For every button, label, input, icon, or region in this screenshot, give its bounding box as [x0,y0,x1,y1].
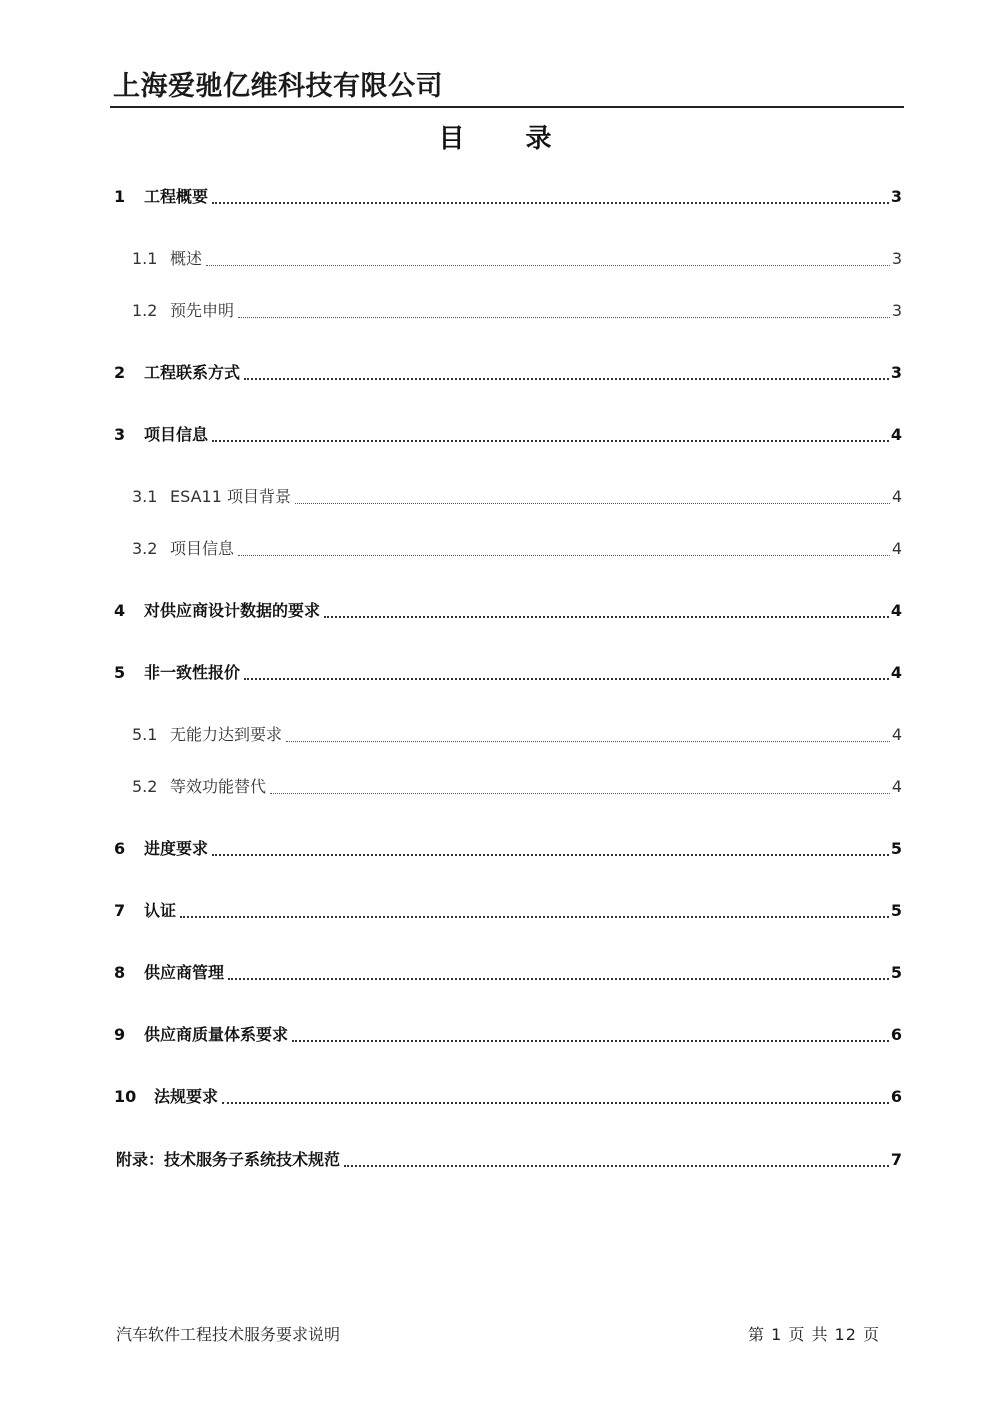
toc-entry-3[interactable] [114,421,902,449]
toc-entry-page: 3 [890,363,902,382]
toc-entry-number: 4 [114,601,126,620]
toc-entry-page: 4 [891,539,902,558]
toc-entry-number: 2 [114,363,126,382]
toc-entry-number: 5 [114,663,126,682]
toc-leader [212,854,889,856]
toc-leader [222,1102,889,1104]
toc-entry-1-1[interactable] [132,245,902,273]
toc-leader [228,978,889,980]
toc-entry-page: 3 [891,249,902,268]
toc-entry-page: 7 [890,1150,902,1169]
toc-entry-number: 8 [114,963,126,982]
toc-entry-5[interactable] [114,659,902,687]
toc-entry-number: 1.1 [132,249,158,268]
toc-entry-number: 10 [114,1087,137,1106]
toc-leader [238,555,890,556]
toc-leader [324,616,889,618]
toc-leader [270,793,890,794]
toc-entry-appendix[interactable] [116,1146,902,1174]
toc-entry-number: 5.1 [132,725,158,744]
toc-entry-title: 工程概要 [144,187,209,206]
toc-leader [238,317,890,318]
toc-entry-title: 供应商管理 [144,963,225,982]
toc-entry-10[interactable] [114,1083,902,1111]
toc-entry-title: ESA11 项目背景 [170,487,291,506]
header-rule [110,106,904,108]
toc-entry-1-2[interactable] [132,297,902,325]
toc-entry-page: 4 [891,487,902,506]
toc-entry-6[interactable] [114,835,902,863]
toc-entry-page: 6 [890,1025,902,1044]
toc-leader [244,378,889,380]
toc-entry-number: 1 [114,187,126,206]
toc-leader [244,678,889,680]
toc-entry-3-2[interactable] [132,535,902,563]
toc-entry-page: 4 [890,663,902,682]
toc-entry-page: 4 [890,601,902,620]
toc-entry-5-2[interactable] [132,773,902,801]
toc-entry-title: 附录：技术服务子系统技术规范 [116,1150,341,1169]
toc-entry-page: 3 [891,301,902,320]
toc-entry-number: 3.1 [132,487,158,506]
toc-entry-number: 7 [114,901,126,920]
toc-entry-title: 进度要求 [144,839,209,858]
toc-entry-page: 3 [890,187,902,206]
toc-entry-2[interactable] [114,359,902,387]
toc-entry-9[interactable] [114,1021,902,1049]
toc-leader [292,1040,889,1042]
toc-entry-number: 3.2 [132,539,158,558]
toc-entry-page: 5 [890,839,902,858]
toc-entry-number: 9 [114,1025,126,1044]
toc-entry-title: 供应商质量体系要求 [144,1025,289,1044]
toc-entry-title: 等效功能替代 [170,777,267,796]
toc-leader [212,440,889,442]
footer-page-info: 第 1 页 共 12 页 [748,1325,880,1344]
toc-entry-title: 项目信息 [170,539,235,558]
toc-leader [206,265,890,266]
toc-entry-title: 工程联系方式 [144,363,241,382]
toc-entry-page: 6 [890,1087,902,1106]
toc-entry-3-1[interactable] [132,483,902,511]
toc-title: 目 录 [438,124,578,154]
toc-entry-1[interactable] [114,183,902,211]
toc-entry-number: 6 [114,839,126,858]
toc-entry-title: 预先申明 [170,301,235,320]
toc-leader [344,1165,889,1167]
footer-doc-title: 汽车软件工程技术服务要求说明 [116,1325,341,1344]
toc-entry-page: 4 [891,725,902,744]
toc-entry-8[interactable] [114,959,902,987]
toc-entry-7[interactable] [114,897,902,925]
toc-entry-number: 3 [114,425,126,444]
toc-entry-page: 5 [890,901,902,920]
toc-entry-title: 无能力达到要求 [170,725,283,744]
toc-entry-title: 认证 [144,901,177,920]
toc-entry-page: 4 [891,777,902,796]
toc-entry-5-1[interactable] [132,721,902,749]
toc-entry-title: 概述 [170,249,203,268]
toc-leader [286,741,890,742]
company-name: 上海爱驰亿维科技有限公司 [113,71,443,102]
toc-entry-title: 非一致性报价 [144,663,241,682]
toc-leader [295,503,890,504]
toc-leader [180,916,889,918]
toc-entry-4[interactable] [114,597,902,625]
toc-entry-title: 法规要求 [154,1087,219,1106]
toc-entry-number: 5.2 [132,777,158,796]
toc-entry-title: 项目信息 [144,425,209,444]
toc-leader [212,202,889,204]
toc-entry-number: 1.2 [132,301,158,320]
toc-entry-page: 5 [890,963,902,982]
toc-entry-page: 4 [890,425,902,444]
toc-entry-title: 对供应商设计数据的要求 [144,601,321,620]
